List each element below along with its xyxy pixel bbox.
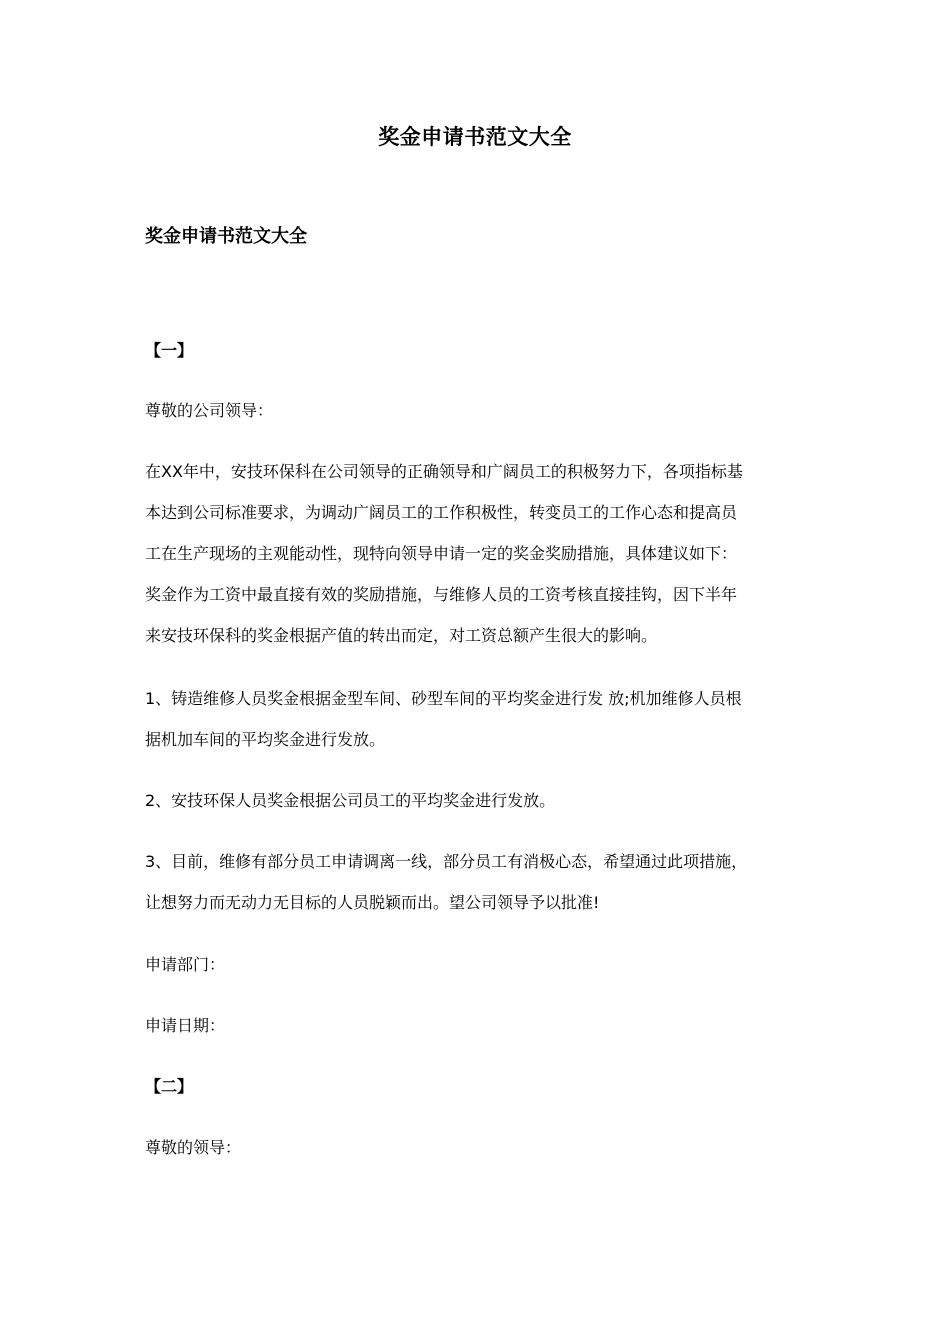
- section-marker-2: 【二】: [145, 1077, 194, 1096]
- section-marker-1: 【一】: [145, 341, 194, 360]
- paragraph-line: 1、铸造维修人员奖金根据金型车间、砂型车间的平均奖金进行发 放;机加维修人员根: [145, 689, 742, 708]
- list-item-2: 2、安技环保人员奖金根据公司员工的平均奖金进行发放。: [145, 791, 556, 810]
- paragraph-line: 工在生产现场的主观能动性，现特向领导申请一定的奖金奖励措施，具体建议如下：: [145, 544, 738, 563]
- department-label: 申请部门：: [145, 955, 226, 974]
- body-paragraph: [145, 451, 810, 656]
- paragraph-line: 在XX年中，安技环保科在公司领导的正确领导和广阔员工的积极努力下，各项指标基: [145, 462, 743, 481]
- document-subtitle: 奖金申请书范文大全: [145, 226, 307, 247]
- list-item-3: [145, 841, 810, 923]
- paragraph-line: 奖金作为工资中最直接有效的奖励措施，与维修人员的工资考核直接挂钩，因下半年: [145, 585, 738, 604]
- paragraph-line: 来安技环保科的奖金根据产值的转出而定，对工资总额产生很大的影响。: [145, 626, 658, 645]
- document-title: 奖金申请书范文大全: [378, 125, 572, 149]
- date-label: 申请日期：: [145, 1016, 226, 1035]
- salutation-1: 尊敬的公司领导：: [145, 401, 274, 420]
- paragraph-line: 本达到公司标准要求，为调动广阔员工的工作积极性，转变员工的工作心态和提高员: [145, 503, 738, 522]
- paragraph-line: 据机加车间的平均奖金进行发放。: [145, 730, 386, 749]
- list-item-1: [145, 678, 810, 760]
- paragraph-line: 3、目前，维修有部分员工申请调离一线，部分员工有消极心态，希望通过此项措施，: [145, 852, 748, 871]
- paragraph-line: 让想努力而无动力无目标的人员脱颖而出。望公司领导予以批准!: [145, 893, 600, 912]
- salutation-2: 尊敬的领导：: [145, 1138, 242, 1157]
